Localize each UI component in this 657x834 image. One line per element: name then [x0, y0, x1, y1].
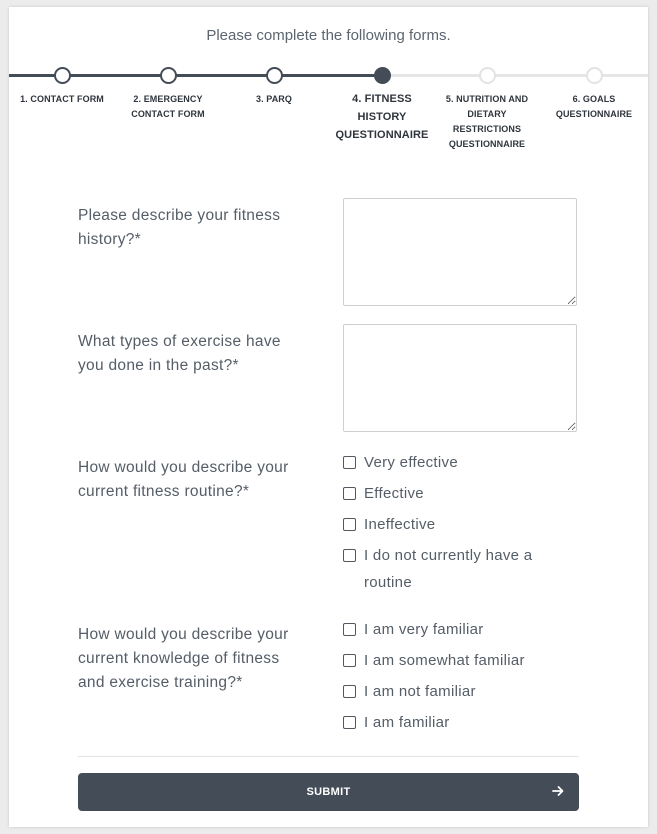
option-label: Effective: [364, 485, 424, 502]
routine-option[interactable]: [343, 542, 583, 596]
step-dot-current: [374, 67, 391, 84]
checkbox[interactable]: [343, 716, 356, 729]
fitness-knowledge-question: How would you describe your current knowledge of fitness and exercise training?*: [78, 626, 289, 691]
option-label: I am very familiar: [364, 621, 484, 638]
step-label: 4. FITNESS HISTORY QUESTIONNAIRE: [335, 93, 429, 141]
form-card: [9, 7, 648, 827]
fitness-routine-question: How would you describe your current fitness routine?*: [78, 459, 289, 500]
step-dot-done: [160, 67, 177, 84]
divider: [78, 756, 579, 757]
option-label: Ineffective: [364, 516, 436, 533]
option-label: I am familiar: [364, 714, 450, 731]
step-fitness-history[interactable]: [329, 67, 435, 144]
step-dot-todo: [586, 67, 603, 84]
fitness-history-textarea[interactable]: [343, 198, 577, 306]
fitness-history-question: Please describe your fitness history?*: [78, 207, 281, 248]
fitness-knowledge-options: [343, 616, 583, 740]
routine-option[interactable]: [343, 511, 583, 538]
step-label: 5. NUTRITION AND DIETARY RESTRICTIONS QUESTIONNAIRE: [445, 94, 529, 149]
intro-text: Please complete the following forms.: [206, 27, 451, 44]
option-label: Very effective: [364, 454, 458, 471]
checkbox[interactable]: [343, 685, 356, 698]
step-dot-done: [54, 67, 71, 84]
submit-button[interactable]: [78, 773, 579, 811]
step-goals[interactable]: [541, 67, 647, 122]
exercise-types-textarea[interactable]: [343, 324, 577, 432]
step-dot-todo: [479, 67, 496, 84]
knowledge-option[interactable]: [343, 678, 583, 705]
step-label: 1. CONTACT FORM: [20, 94, 104, 104]
knowledge-option[interactable]: [343, 709, 583, 736]
checkbox[interactable]: [343, 623, 356, 636]
option-label: I am not familiar: [364, 683, 476, 700]
knowledge-option[interactable]: [343, 647, 583, 674]
checkbox[interactable]: [343, 456, 356, 469]
checkbox[interactable]: [343, 654, 356, 667]
checkbox[interactable]: [343, 518, 356, 531]
step-label: 6. GOALS QUESTIONNAIRE: [555, 94, 633, 119]
routine-option[interactable]: [343, 449, 583, 476]
step-label: 2. EMERGENCY CONTACT FORM: [131, 94, 205, 119]
exercise-types-question: What types of exercise have you done in the past?*: [78, 333, 281, 374]
option-label: I am somewhat familiar: [364, 652, 525, 669]
knowledge-option[interactable]: [343, 616, 583, 643]
arrow-right-icon: [551, 784, 565, 798]
step-parq[interactable]: [221, 67, 327, 107]
checkbox[interactable]: [343, 487, 356, 500]
submit-label: SUBMIT: [306, 786, 351, 798]
step-nutrition[interactable]: [434, 67, 540, 152]
step-emergency-contact-form[interactable]: [115, 67, 221, 122]
fitness-routine-options: [343, 449, 583, 600]
option-label: I do not currently have a routine: [364, 547, 533, 591]
step-label: 3. PARQ: [255, 94, 293, 104]
checkbox[interactable]: [343, 549, 356, 562]
routine-option[interactable]: [343, 480, 583, 507]
step-contact-form[interactable]: [9, 67, 115, 107]
step-dot-done: [266, 67, 283, 84]
